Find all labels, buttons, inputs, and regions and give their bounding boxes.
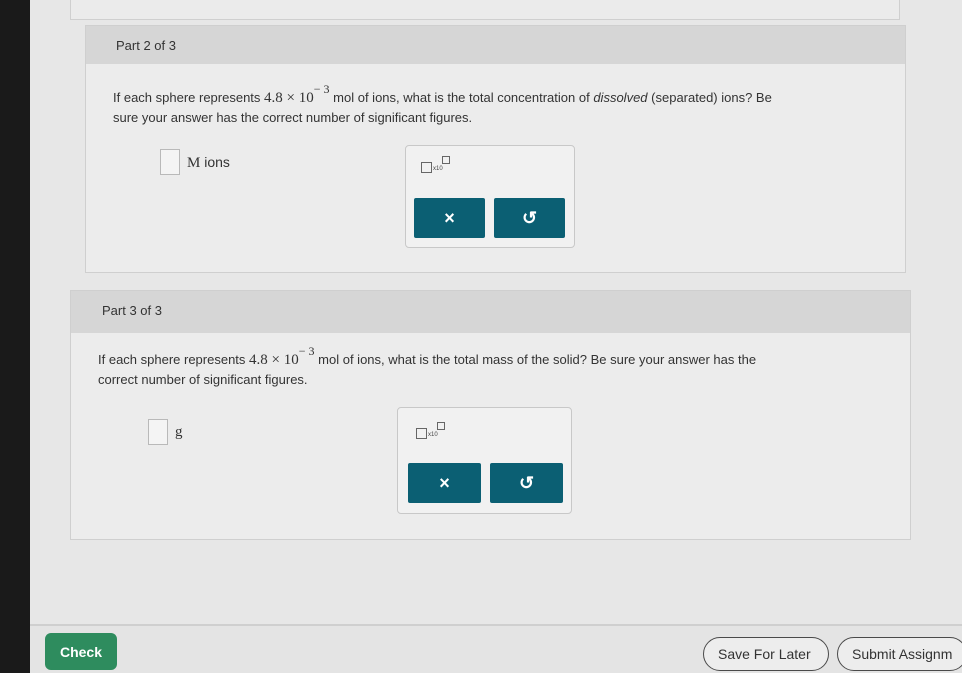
part-3-unit <box>175 423 183 441</box>
check-button[interactable] <box>45 633 117 670</box>
part-3-header <box>71 291 910 333</box>
x10-power-icon[interactable]: x10 <box>421 156 451 176</box>
previous-part-strip <box>70 0 900 20</box>
undo-button[interactable] <box>490 463 563 503</box>
submit-assignment-button[interactable] <box>837 637 962 671</box>
part-2-q-text-2: (separated) ions? Be <box>651 90 772 105</box>
part-3-q-exponent: − 3 <box>298 344 315 358</box>
part-3-q-line-2: correct number of significant figures. <box>98 372 308 387</box>
part-2-question <box>113 82 883 127</box>
part-2-q-prefix: If each sphere represents <box>113 90 261 105</box>
check-label: Check <box>59 643 103 660</box>
part-2-title: Part 2 of 3 <box>116 38 176 53</box>
part-2-unit-symbol: M <box>187 155 201 171</box>
save-label: Save For Later <box>718 646 811 662</box>
clear-icon: × <box>439 472 450 493</box>
part-2-answer-input[interactable] <box>160 149 180 175</box>
part-2-header <box>86 26 905 64</box>
part-2-q-line-2: sure your answer has the correct number of significant figures. <box>113 110 473 125</box>
undo-icon: ↺ <box>518 472 535 493</box>
part-3-question <box>98 344 888 389</box>
part-3-q-math: 4.8 × 10 <box>249 352 299 368</box>
undo-icon: ↺ <box>521 207 538 228</box>
save-for-later-button[interactable] <box>703 637 829 671</box>
x10-power-icon[interactable]: x10 <box>416 422 446 442</box>
part-3-unit-symbol: g <box>175 424 183 440</box>
part-2-unit-word: ions <box>204 154 230 170</box>
clear-button[interactable] <box>414 198 485 238</box>
undo-button[interactable] <box>494 198 565 238</box>
part-2-q-text: mol of ions, what is the total concentration of <box>333 90 590 105</box>
part-2-q-exponent: − 3 <box>313 82 330 96</box>
part-2-unit <box>187 154 230 172</box>
part-3-title: Part 3 of 3 <box>102 303 162 318</box>
part-3-q-text: mol of ions, what is the total mass of the solid? Be sure your answer has the <box>318 352 757 367</box>
submit-label: Submit Assignm <box>852 646 953 662</box>
part-2-q-math: 4.8 × 10 <box>264 90 314 106</box>
part-3-answer-input[interactable] <box>148 419 168 445</box>
clear-icon: × <box>444 207 455 228</box>
part-2-tool-panel <box>405 145 575 248</box>
clear-button[interactable] <box>408 463 481 503</box>
part-3-q-prefix: If each sphere represents <box>98 352 246 367</box>
part-2-q-italic: dissolved <box>593 90 648 105</box>
part-3-tool-panel <box>397 407 572 514</box>
